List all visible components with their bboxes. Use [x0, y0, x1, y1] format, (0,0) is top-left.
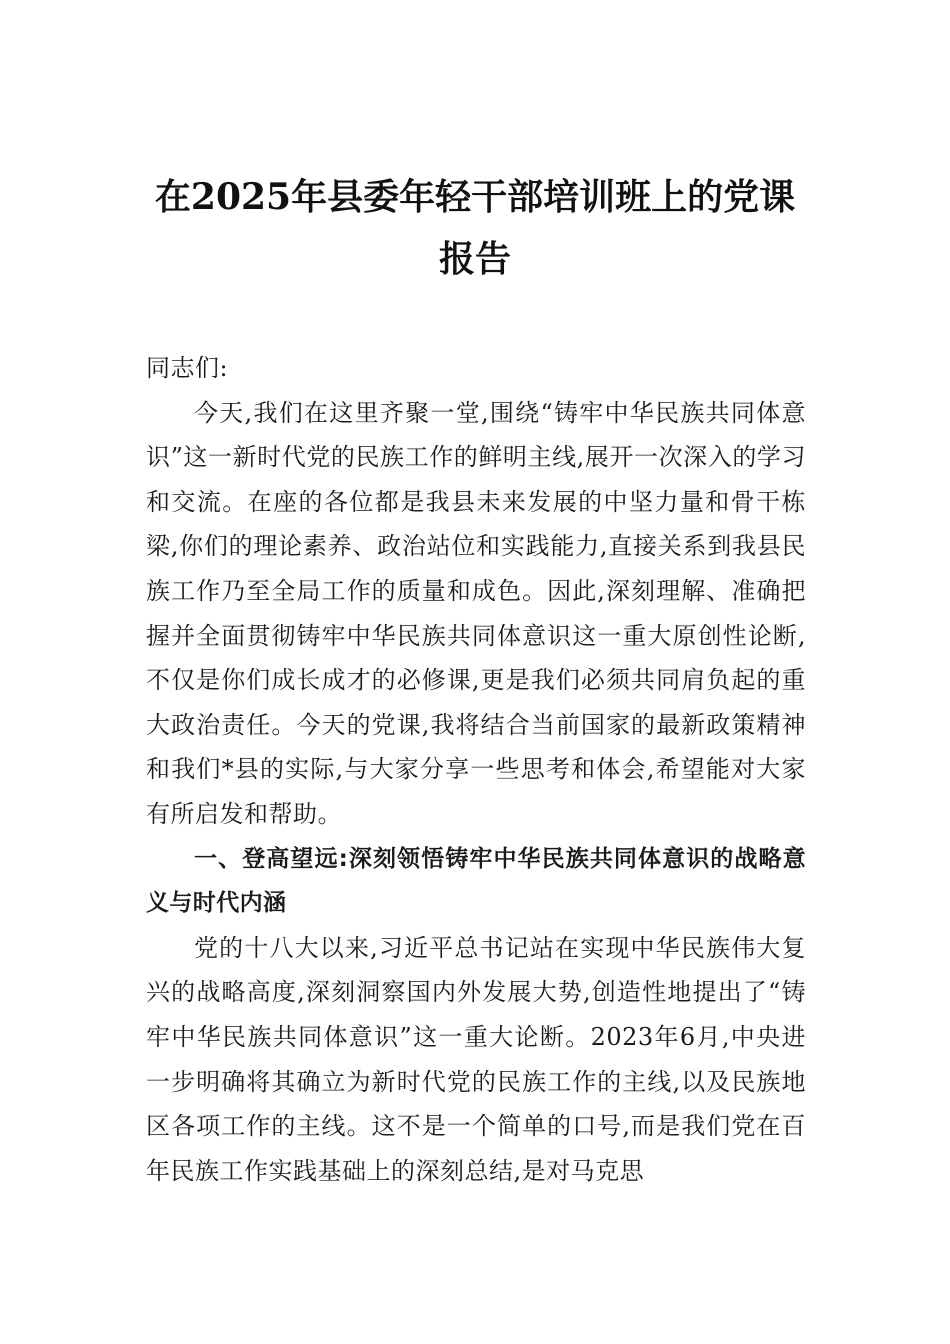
document-body: [146, 346, 806, 1193]
section-heading: 一、登高望远:深刻领悟铸牢中华民族共同体意识的战略意义与时代内涵: [146, 845, 806, 917]
intro-paragraph: 今天,我们在这里齐聚一堂,围绕“铸牢中华民族共同体意识”这一新时代党的民族工作的鲜明主线,展开一次深入的学习和交流。在座的各位都是我县未来发展的中坚力量和骨干栋梁,你们的理论素养、政治站位和实践能力,直接关系到我县民族工作乃至全局工作的质量和成色。因此,深刻理解、准确把握并全面贯彻铸牢中华民族共同体意识这一重大原创性论断,不仅是你们成长成才的必修课,更是我们必须共同肩负起的重大政治责任。今天的党课,我将结合当前国家的最新政策精神和我们*县的实际,与大家分享一些思考和体会,希望能对大家有所启发和帮助。: [146, 398, 806, 828]
salutation: 同志们:: [146, 354, 229, 382]
section-paragraph: 党的十八大以来,习近平总书记站在实现中华民族伟大复兴的战略高度,深刻洞察国内外发展大势,创造性地提出了“铸牢中华民族共同体意识”这一重大论断。2023年6月,中央进一步明确将其确立为新时代党的民族工作的主线,以及民族地区各项工作的主线。这不是一个简单的口号,而是我们党在百年民族工作实践基础上的深刻总结,是对马克思: [146, 933, 806, 1185]
document-title: 在2025年县委年轻干部培训班上的党课报告: [154, 176, 796, 280]
